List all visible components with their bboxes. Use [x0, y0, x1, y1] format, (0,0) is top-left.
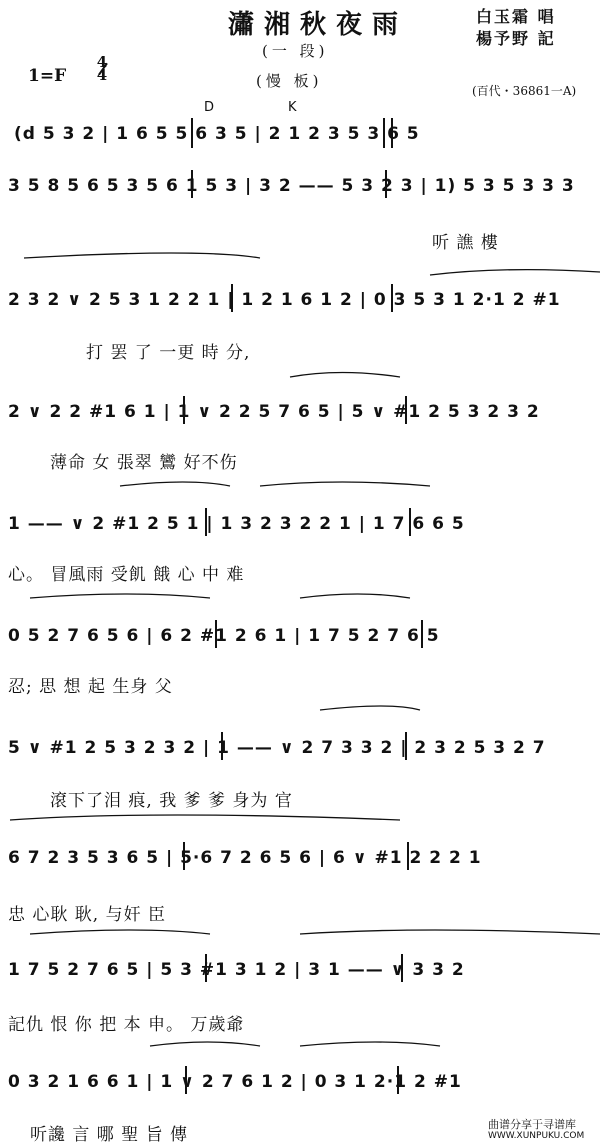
- lyrics-line: 听讒 言 哪 聖 旨 傳: [30, 1125, 189, 1145]
- lyrics-line: 听 譙 樓: [432, 233, 499, 253]
- key-signature: 1=F: [28, 66, 67, 86]
- lyrics-line: 心。 冒風雨 受飢 餓 心 中 难: [8, 565, 245, 585]
- time-signature-bottom: 4: [96, 66, 108, 84]
- notation-line: 0 5 2 7 6 5 6 | 6 2 #1 2 6 1 | 1 7 5 2 7 6 5: [8, 626, 440, 646]
- singer-credit: 白玉霜 唱: [476, 7, 556, 26]
- notation-line: (d 5 3 2 | 1 6 5 5 6 3 5 | 2 1 2 3 5 3 6 5: [14, 124, 420, 144]
- section-label: (一 段): [262, 42, 329, 60]
- notation-line: 6 7 2 3 5 3 6 5 | 5·6 7 2 6 5 6 | 6 ∨ #1 2 2 2 1: [8, 848, 482, 868]
- lyrics-line: 忠 心耿 耿, 与奸 臣: [8, 905, 167, 925]
- time-signature-top: 4: [96, 53, 108, 71]
- lyrics-line: 薄命 女 張翠 鸞 好不伤: [50, 453, 238, 473]
- song-title: 瀟湘秋夜雨: [228, 10, 409, 40]
- notation-line: 2 3 2 ∨ 2 5 3 1 2 2 1 | 1 2 1 6 1 2 | 0 3 5 3 1 2·1 2 #1: [8, 290, 561, 310]
- transcriber-credit: 楊予野 記: [476, 29, 556, 48]
- notation-line: 3 5 8 5 6 5 3 5 6 1 5 3 | 3 2 —— 5 3 2 3 | 1) 5 3 5 3 3 3: [8, 176, 575, 196]
- record-number: (百代・36861一A): [472, 84, 577, 98]
- lyrics-line: 記仇 恨 你 把 本 申。 万歲爺: [8, 1015, 245, 1035]
- notation-line: 1 —— ∨ 2 #1 2 5 1 | 1 3 2 3 2 2 1 | 1 7 6 6 5: [8, 514, 465, 534]
- tempo-label: (慢 板): [256, 72, 323, 90]
- watermark-url: WWW.XUNPUKU.COM: [488, 1131, 585, 1141]
- lyrics-line: 滾下了泪 痕, 我 爹 爹 身为 官: [50, 791, 293, 811]
- chord-mark: D: [204, 100, 215, 115]
- lyrics-line: 忍; 思 想 起 生身 父: [8, 677, 173, 697]
- lyrics-line: 打 罢 了 一更 時 分,: [86, 343, 251, 363]
- notation-line: 2 ∨ 2 2 #1 6 1 | 1 ∨ 2 2 5 7 6 5 | 5 ∨ #1 2 5 3 2 3 2: [8, 402, 540, 422]
- notation-line: 1 7 5 2 7 6 5 | 5 3 #1 3 1 2 | 3 1 —— ∨ 3 3 2: [8, 960, 465, 980]
- notation-line: 5 ∨ #1 2 5 3 2 3 2 | 1 —— ∨ 2 7 3 3 2 | 2 3 2 5 3 2 7: [8, 738, 546, 758]
- watermark-text: 曲谱分享于寻谱库: [488, 1118, 576, 1131]
- notation-line: 0 3 2 1 6 6 1 | 1 ∨ 2 7 6 1 2 | 0 3 1 2·1 2 #1: [8, 1072, 462, 1092]
- time-signature: [94, 54, 110, 84]
- chord-mark: K: [288, 100, 297, 115]
